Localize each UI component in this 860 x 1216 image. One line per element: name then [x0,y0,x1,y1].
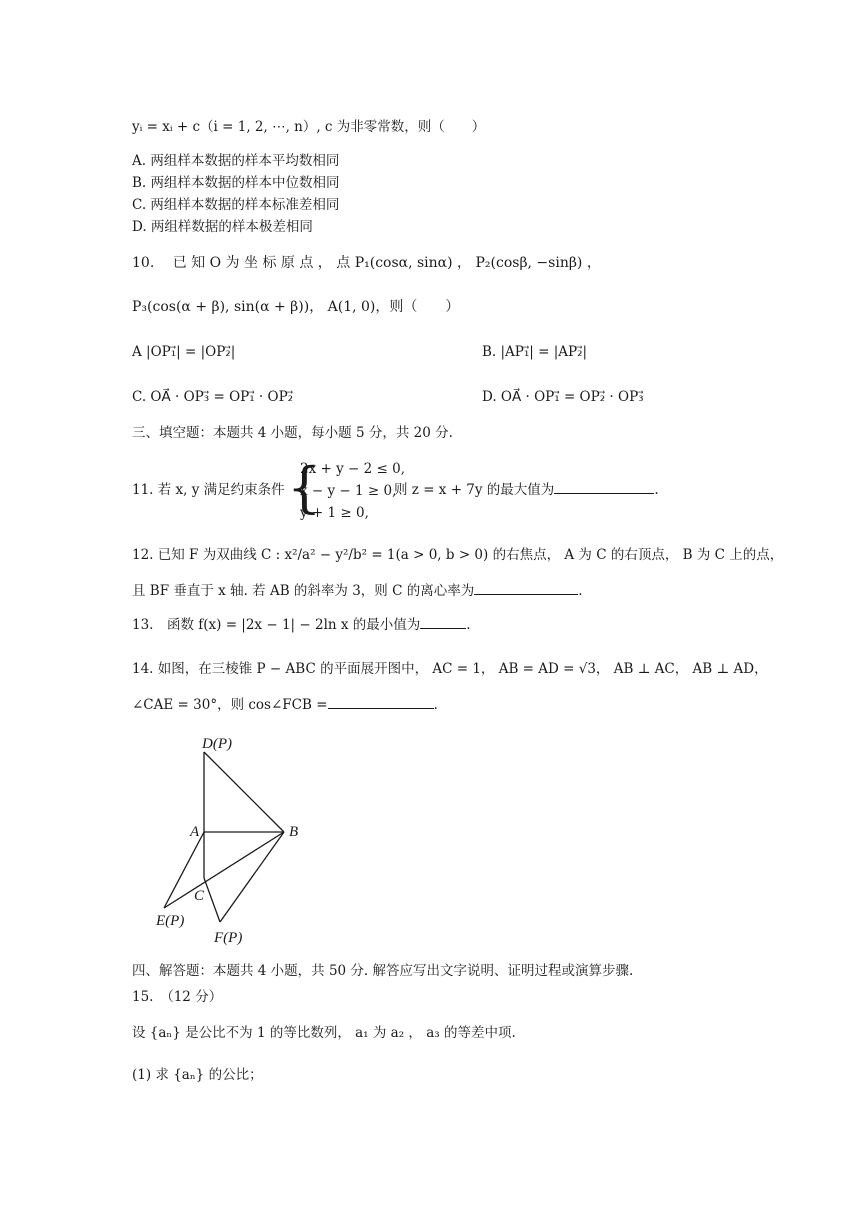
label-c: C [194,888,205,904]
q15-part-1: (1) 求 {aₙ} 的公比； [132,1067,263,1083]
label-a: A [190,824,200,840]
q12-answer-blank[interactable] [474,580,578,595]
q14-answer-blank[interactable] [328,694,434,709]
q14-line2: ∠CAE = 30°，则 cos∠FCB = [132,697,328,713]
q11-brace: { [287,456,322,519]
q10-option-b: B. |AP₁⃗| = |AP₂⃗| [482,344,588,360]
q9-condition-line: yᵢ = xᵢ + c（i = 1, 2, ⋯, n）, c 为非零常数，则（ ） [132,119,486,135]
q14-line1: 14. 如图，在三棱锥 P − ABC 的平面展开图中， AC = 1， AB = AD = √3， AB ⊥ AC， AB ⊥ AD， [132,661,768,677]
q11-label: 11. 若 x, y 满足约束条件 [132,482,285,498]
q9-option-b: B. 两组样本数据的样本中位数相同 [132,175,340,191]
q11-question-text: 则 z = x + 7y 的最大值为 [394,482,555,498]
q10-option-a: A |OP₁⃗| = |OP₂⃗| [132,344,236,360]
q9-option-c: C. 两组样本数据的样本标准差相同 [132,197,340,213]
q10-option-d: D. OA⃗ · OP₁⃗ = OP₂⃗ · OP₃⃗ [482,389,644,405]
q10-stem-line1: 10. 已 知 O 为 坐 标 原 点 ， 点 P₁(cosα, sinα) ， P₂(cosβ, −sinβ) ， [132,255,601,271]
label-b: B [289,824,299,840]
q13-end: . [466,617,471,633]
q14-end: . [433,697,438,713]
q11-constraint-1: 2x + y − 2 ≤ 0, [300,461,405,477]
q9-option-a: A. 两组样本数据的样本平均数相同 [132,153,340,169]
q12-line2-wrap [132,580,583,600]
label-e: E(P) [156,913,185,929]
edge-f-b [220,832,284,922]
q9-option-d: D. 两组样数据的样本极差相同 [132,219,313,235]
q11-question [394,478,659,498]
q13-line-wrap [132,614,471,634]
q11-constraint-2: x − y − 1 ≥ 0, [300,483,397,499]
q12-end: . [578,583,583,599]
edge-e-b [164,832,284,908]
q10-stem-line2: P₃(cos(α + β), sin(α + β))， A(1, 0)，则（ ） [132,299,460,315]
q11-end: . [654,482,659,498]
edge-c-f [204,878,220,922]
edge-d-b [204,752,284,832]
q11-answer-blank[interactable] [554,479,654,494]
section-3-heading: 三、填空题：本题共 4 小题，每小题 5 分，共 20 分. [132,425,453,441]
q14-net-figure [150,730,320,950]
q15-heading: 15. （12 分） [132,989,223,1005]
q10-option-c: C. OA⃗ · OP₃⃗ = OP₁⃗ · OP₂⃗ [132,389,294,405]
q11-constraint-3: y + 1 ≥ 0, [300,505,369,521]
section-4-heading: 四、解答题：本题共 4 小题，共 50 分. 解答应写出文字说明、证明过程或演算步骤. [132,963,634,979]
label-d: D(P) [202,736,232,752]
q13-line: 13. 函数 f(x) = |2x − 1| − 2ln x 的最小值为 [132,617,421,633]
q14-line2-wrap [132,694,438,714]
q15-stem: 设 {aₙ} 是公比不为 1 的等比数列， a₁ 为 a₂ ， a₃ 的等差中项. [132,1025,516,1041]
label-f: F(P) [214,930,243,946]
q12-line1: 12. 已知 F 为双曲线 C : x²/a² − y²/b² = 1(a > 0, b > 0) 的右焦点， A 为 C 的右顶点， B 为 C 上的点， [132,547,784,563]
q13-answer-blank[interactable] [420,614,466,629]
q12-line2: 且 BF 垂直于 x 轴. 若 AB 的斜率为 3，则 C 的离心率为 [132,583,475,599]
